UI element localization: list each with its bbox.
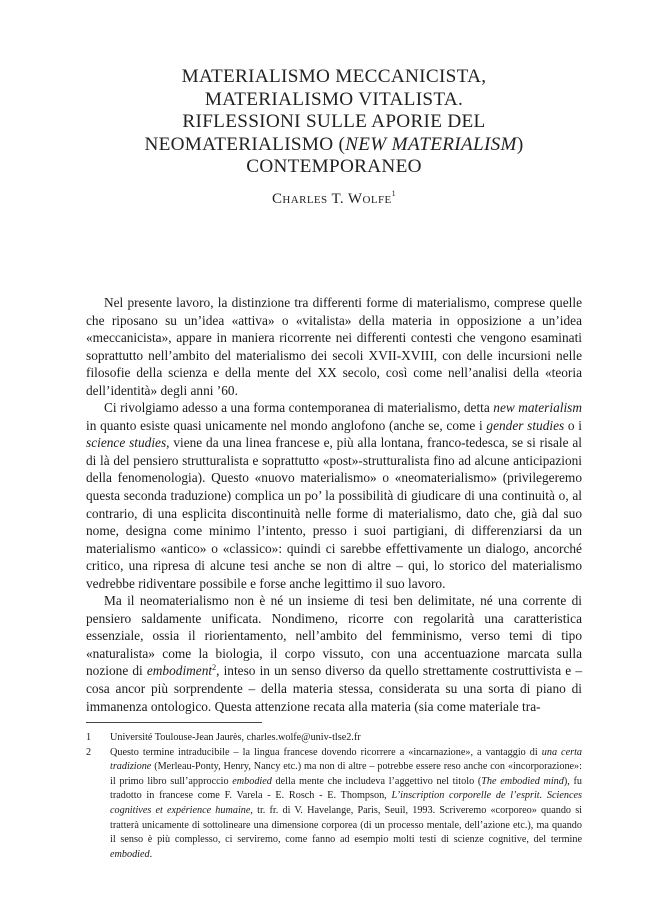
footnote-number: 1 bbox=[86, 732, 92, 743]
footnote-separator bbox=[86, 722, 262, 723]
footnote-text: Questo termine intraducibile – la lingua francese dovendo ricorrere a «incarnazione», a vantaggio di una certa tradizione (Merleau-Ponty, Henry, Nancy etc.) ma non di altre – potrebbe essere reso anche con «incorporazione»: il primo libro sull’approccio embodied della mente che includeva l’aggettivo nel titolo (The embodied mind), fu tradotto in francese come F. Varela - E. Rosch - E. Thompson, L’inscription corporelle de l’esprit. Sciences cognitives et expérience humaine, tr. fr. di V. Havelange, Paris, Seuil, 1993. Scriveremo «corporeo» quando si tratterà unicamente di sottolineare una dimensione corporea (di un processo mentale, dell’azione etc.), ma quando il senso è più complesso, ci serviremo, come fanno ad esempio molti testi di scienze cognitive, del termine embodied. bbox=[110, 746, 583, 860]
footnotes bbox=[86, 731, 582, 862]
footnote bbox=[86, 731, 582, 746]
title-line: NEOMATERIALISMO (NEW MATERIALISM) bbox=[144, 133, 524, 155]
footnote-ref-1[interactable]: 1 bbox=[391, 188, 396, 198]
footnote bbox=[86, 746, 582, 863]
footnote-ref-2[interactable]: 2 bbox=[212, 663, 217, 673]
title-line: MATERIALISMO MECCANICISTA, bbox=[181, 66, 487, 87]
title-line: CONTEMPORANEO bbox=[246, 156, 422, 177]
title-line: MATERIALISMO VITALISTA. bbox=[204, 88, 464, 110]
article-page bbox=[86, 0, 583, 860]
paragraph: Nel presente lavoro, la distinzione tra differenti forme di materialismo, comprese quelle che riposano su un’idea «attiva» o «vitalista» della materia in opposizione a un’idea «meccanicista», appare in maniera ricorrente nei differenti contesti che vengono esaminati soprattutto nell’ambito del materialismo dei secoli XVII-XVIII, con delle incursioni nelle filosofie della scienza e della mente del XX secolo, così come nell’analisi della «teoria dell’identità» degli anni ’60. bbox=[86, 295, 582, 398]
paragraph: Ma il neomaterialismo non è né un insieme di tesi ben delimitate, né una corrente di pensiero saldamente unificata. Nondimeno, ricorre con regolarità una caratteristica essenziale, ossia il riorientamento, nell’ambito del femminismo, verso temi di tipo «naturalista» come la biologia, il corpo vissuto, con una accentuazione marcata sulla nozione di embodiment$^2$, inteso in un senso diverso da quello strettamente costruttivista e – cosa ancor più sorprendente – della materia stessa, considerata su una sorta di piano di immanenza ontologico. Questa attenzione recata alla materia (sia come materiale tra- bbox=[86, 593, 583, 714]
article-title bbox=[86, 66, 582, 179]
body-text bbox=[86, 294, 582, 715]
title-line: RIFLESSIONI SULLE APORIE DEL bbox=[182, 111, 486, 132]
paragraph: Ci rivolgiamo adesso a una forma contemporanea di materialismo, detta new materialism in quanto esiste quasi unicamente nel mondo anglofono (anche se, come i gender studies o i science studies, viene da una linea francese e, più alla lontana, franco-tedesca, se si risale al di là del pensiero strutturalista e soprattutto «post»-strutturalista fino ad alcune anticipazioni della fenomenologia). Questo «nuovo materialismo» o «neomaterialismo» (privilegeremo questa seconda traduzione) complica un po’ la possibilità di giudicare di una continuità o, al contrario, di una esplicita discontinuità nelle forme di materialismo, dato che, già dal suo nome, designa come minimo l’intento, presso i suoi partigiani, di differenziarsi da un materialismo «antico» o «classico»: quindi ci sarebbe effettivamente un dialogo, ancorché critico, una ripresa di alcune tesi anche se non di altre – qui, lo storico del materialismo vedrebbe ridiventare possibile e forse anche legittimo il suo lavoro. bbox=[86, 400, 582, 591]
footnote-text: Université Toulouse-Jean Jaurès, charles.wolfe@univ-tlse2.fr bbox=[110, 732, 361, 743]
footnote-number: 2 bbox=[86, 746, 92, 758]
author-name: Charles T. Wolfe bbox=[271, 190, 392, 207]
author-line bbox=[86, 189, 582, 208]
